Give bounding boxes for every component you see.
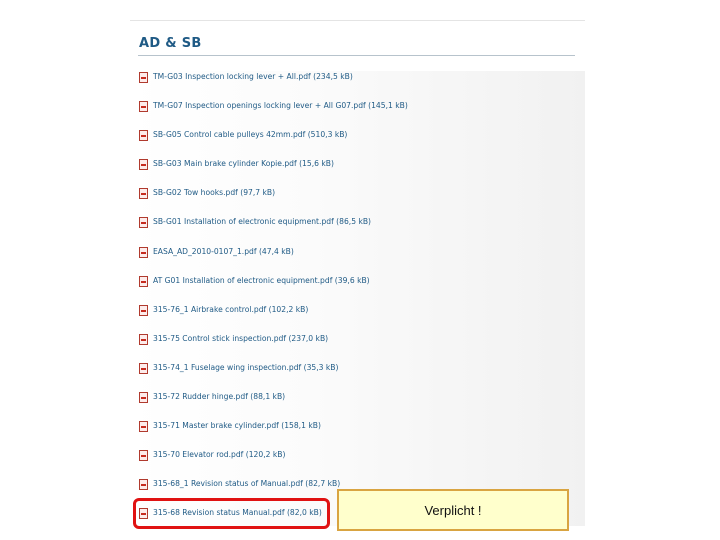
file-link[interactable]: SB-G03 Main brake cylinder Kopie.pdf (15,6 kB) <box>153 159 334 169</box>
pdf-file-icon <box>139 392 148 403</box>
file-link[interactable]: SB-G01 Installation of electronic equipment.pdf (86,5 kB) <box>153 217 372 227</box>
list-item <box>139 304 577 333</box>
pdf-file-icon <box>139 130 148 141</box>
list-item <box>139 216 577 245</box>
pdf-file-icon <box>139 217 148 228</box>
pdf-file-icon <box>139 450 148 461</box>
file-link[interactable]: SB-G02 Tow hooks.pdf (97,7 kB) <box>153 188 276 198</box>
list-item <box>139 71 577 100</box>
pdf-file-icon <box>139 159 148 170</box>
list-item <box>139 275 577 304</box>
file-list <box>139 71 577 537</box>
list-item <box>139 129 577 158</box>
ad-sb-panel <box>130 20 585 526</box>
file-link[interactable]: 315-68 Revision status Manual.pdf (82,0 kB) <box>153 508 322 518</box>
callout-note <box>337 489 569 531</box>
file-link[interactable]: 315-71 Master brake cylinder.pdf (158,1 kB) <box>153 421 321 431</box>
highlight-frame <box>133 498 330 529</box>
file-link[interactable]: SB-G05 Control cable pulleys 42mm.pdf (510,3 kB) <box>153 130 348 140</box>
pdf-file-icon <box>139 72 148 83</box>
pdf-file-icon <box>139 334 148 345</box>
file-link[interactable]: TM-G07 Inspection openings locking lever + All G07.pdf (145,1 kB) <box>153 101 408 111</box>
list-item <box>139 449 577 478</box>
file-link[interactable]: 315-72 Rudder hinge.pdf (88,1 kB) <box>153 392 286 402</box>
file-link[interactable]: 315-70 Elevator rod.pdf (120,2 kB) <box>153 450 286 460</box>
list-item <box>139 333 577 362</box>
callout-note-text: Verplicht ! <box>424 502 482 518</box>
pdf-file-icon <box>139 421 148 432</box>
file-link[interactable]: AT G01 Installation of electronic equipment.pdf (39,6 kB) <box>153 275 370 285</box>
file-link[interactable]: TM-G03 Inspection locking lever + All.pdf (234,5 kB) <box>153 72 353 81</box>
pdf-file-icon <box>139 305 148 316</box>
pdf-file-icon <box>139 188 148 199</box>
file-link[interactable]: 315-68_1 Revision status of Manual.pdf (82,7 kB) <box>153 479 341 489</box>
file-link[interactable]: 315-74_1 Fuselage wing inspection.pdf (35,3 kB) <box>153 362 339 372</box>
file-link[interactable]: EASA_AD_2010-0107_1.pdf (47,4 kB) <box>153 246 294 256</box>
list-item <box>139 391 577 420</box>
pdf-file-icon <box>139 479 148 490</box>
pdf-file-icon <box>139 247 148 258</box>
list-item <box>139 100 577 129</box>
section-title: AD & SB <box>139 36 202 51</box>
file-link[interactable]: 315-76_1 Airbrake control.pdf (102,2 kB) <box>153 304 309 314</box>
list-item <box>139 187 577 216</box>
pdf-file-icon <box>139 363 148 374</box>
title-divider <box>138 55 575 56</box>
list-item <box>139 362 577 391</box>
file-link[interactable]: 315-75 Control stick inspection.pdf (237,0 kB) <box>153 333 329 343</box>
list-item <box>139 420 577 449</box>
list-item <box>139 246 577 275</box>
pdf-file-icon <box>139 276 148 287</box>
pdf-file-icon <box>139 101 148 112</box>
list-item <box>139 158 577 187</box>
